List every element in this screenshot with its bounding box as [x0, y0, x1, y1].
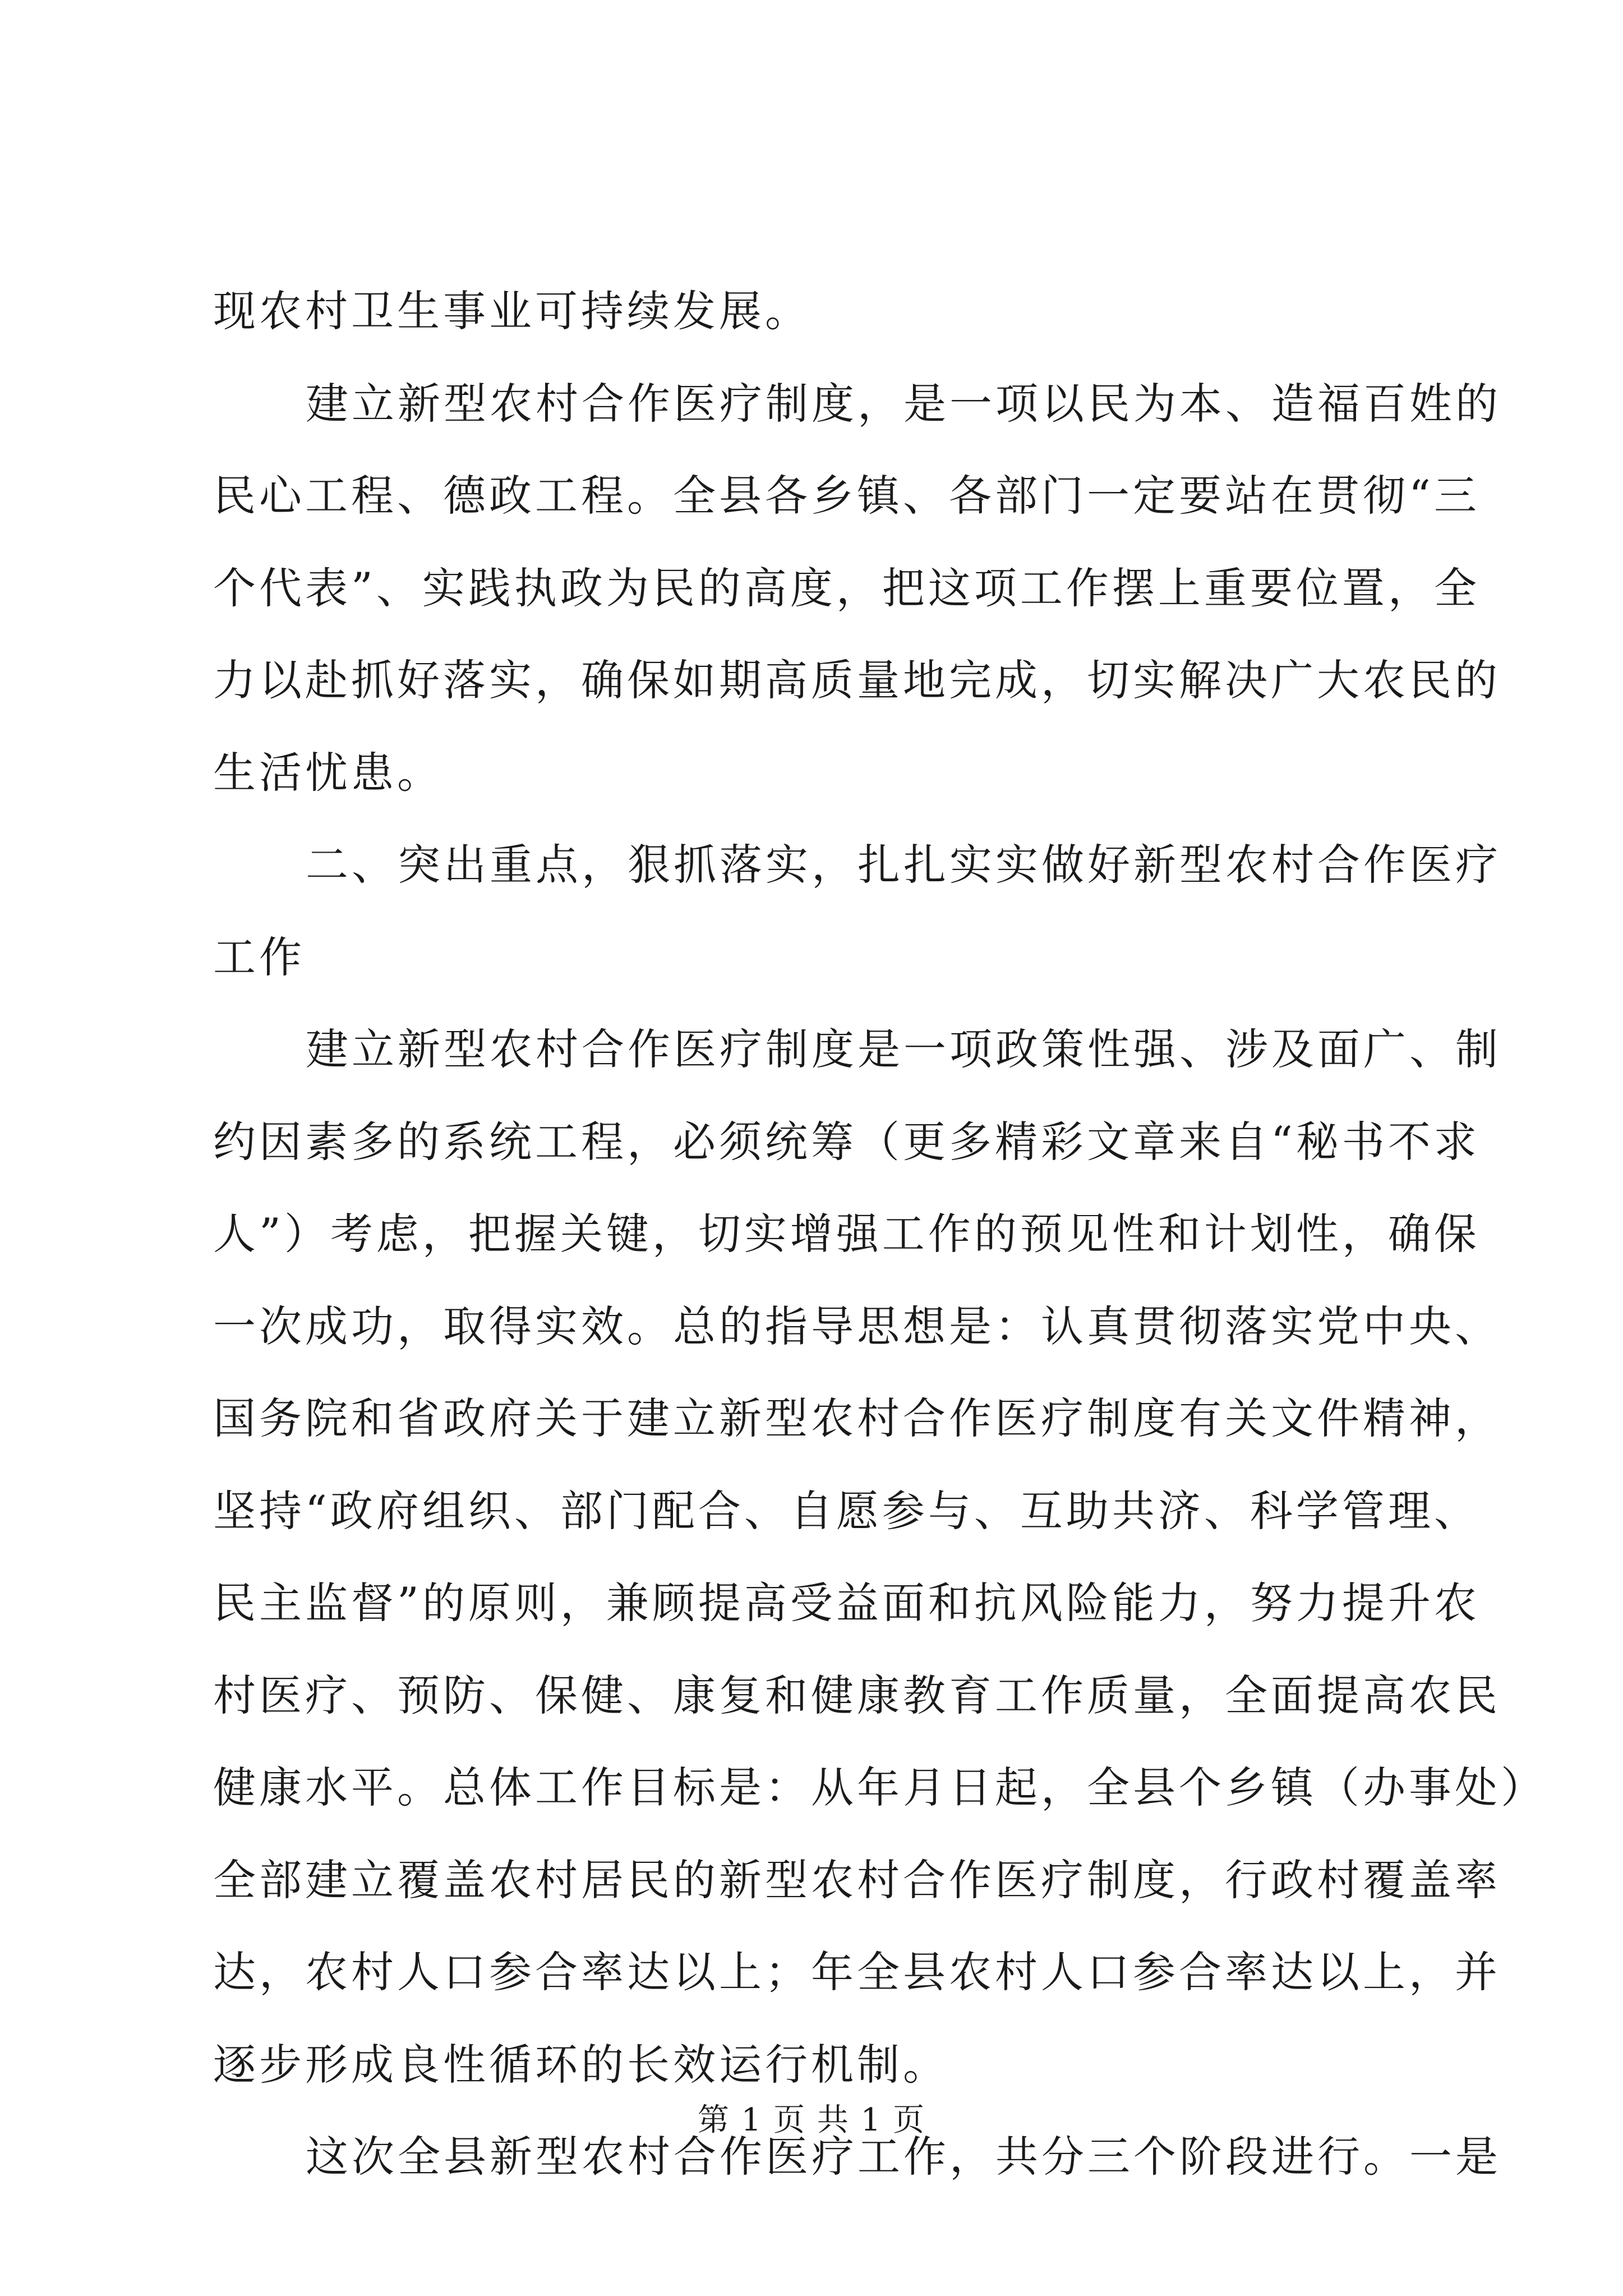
text-line: 民主监督”的原则，兼顾提高受益面和抗风险能力，努力提升农 — [213, 1578, 1480, 1628]
text-line: 健康水平。总体工作目标是：从年月日起，全县个乡镇（办事处） — [213, 1763, 1547, 1812]
text-line: 民心工程、德政工程。全县各乡镇、各部门一定要站在贯彻“三 — [213, 471, 1480, 521]
text-line: 建立新型农村合作医疗制度，是一项以民为本、造福百姓的 — [306, 379, 1501, 429]
text-line: 全部建立覆盖农村居民的新型农村合作医疗制度，行政村覆盖率 — [213, 1855, 1501, 1905]
text-line: 二、突出重点，狠抓落实，扎扎实实做好新型农村合作医疗 — [306, 840, 1501, 890]
text-line: 约因素多的系统工程，必须统筹（更多精彩文章来自“秘书不求 — [213, 1117, 1480, 1167]
text-line: 逐步形成良性循环的长效运行机制。 — [213, 2040, 949, 2090]
text-line: 这次全县新型农村合作医疗工作，共分三个阶段进行。一是 — [306, 2132, 1501, 2182]
text-line: 建立新型农村合作医疗制度是一项政策性强、涉及面广、制 — [306, 1024, 1501, 1074]
text-line: 一次成功，取得实效。总的指导思想是：认真贯彻落实党中央、 — [213, 1301, 1501, 1351]
text-line: 达，农村人口参合率达以上；年全县农村人口参合率达以上，并 — [213, 1947, 1501, 1997]
text-line: 个代表”、实践执政为民的高度，把这项工作摆上重要位置，全 — [213, 563, 1480, 613]
text-line: 人”）考虑，把握关键，切实增强工作的预见性和计划性，确保 — [213, 1209, 1480, 1259]
text-line: 工作 — [213, 932, 305, 982]
text-line: 坚持“政府组织、部门配合、自愿参与、互助共济、科学管理、 — [213, 1486, 1480, 1536]
text-line: 生活忧患。 — [213, 748, 443, 798]
text-line: 国务院和省政府关于建立新型农村合作医疗制度有关文件精神， — [213, 1393, 1501, 1443]
text-line: 现农村卫生事业可持续发展。 — [213, 286, 811, 336]
text-line: 村医疗、预防、保健、康复和健康教育工作质量，全面提高农民 — [213, 1671, 1501, 1720]
page-footer: 第 1 页 共 1 页 — [697, 2102, 926, 2138]
text-line: 力以赴抓好落实，确保如期高质量地完成，切实解决广大农民的 — [213, 655, 1501, 705]
